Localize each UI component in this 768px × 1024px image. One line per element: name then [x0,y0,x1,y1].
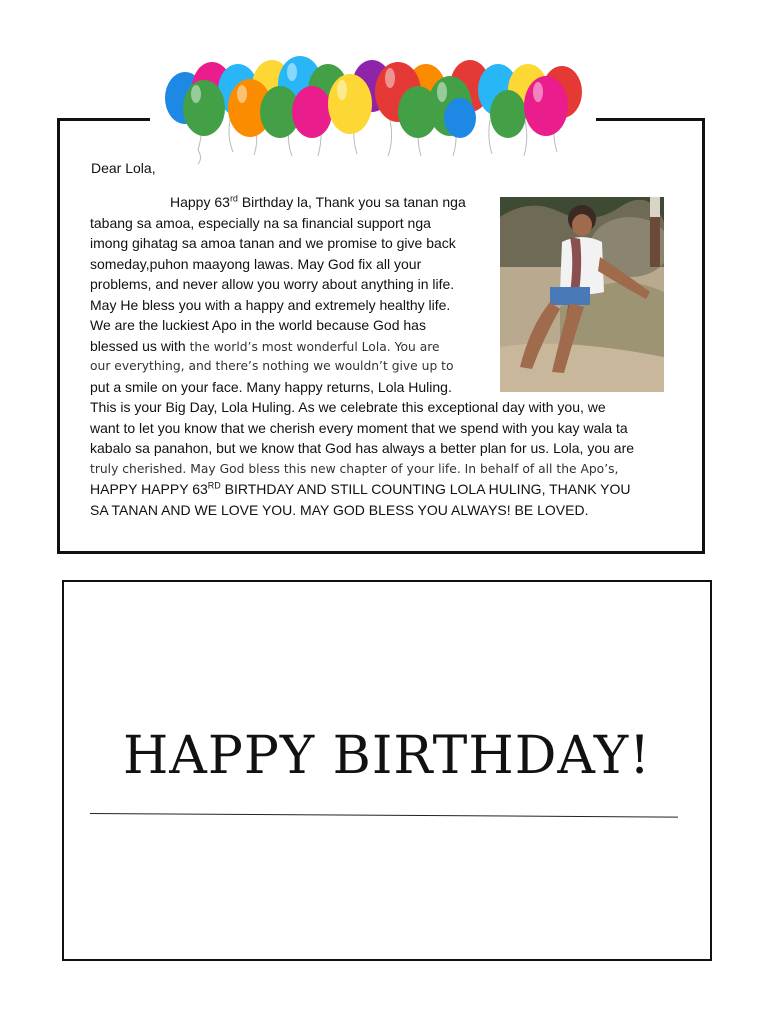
letter-line: problems, and never allow you worry about anything in life. [90,276,455,292]
letter-line [90,192,684,213]
text-segment: Birthday la, Thank you sa tanan nga [237,194,466,210]
letter-line: tabang sa amoa, especially na sa financial support nga [90,214,431,231]
letter-line: someday,puhon maayong lawas. May God fix all your [90,255,422,272]
letter-line: kabalo sa panahon, but we know that God has always a better plan for us. Lola, you are [90,440,635,456]
letter-line: We are the luckiest Apo in the world because God has [90,317,426,333]
letter-line: May He bless you with a happy and extremely healthy life. [90,296,451,313]
letter-line [90,336,684,357]
text-segment: blessed us with [90,337,190,354]
text-segment: HAPPY HAPPY 63 [90,481,208,497]
ordinal-suffix: RD [207,480,221,491]
card-title: HAPPY BIRTHDAY! [122,726,652,786]
text-segment: the world’s most wonderful Lola. You are [189,339,440,354]
letter-line: This is your Big Day, Lola Huling. As we celebrate this exceptional day with you, we [90,399,606,415]
letter-line: our everything, and there’s nothing we wouldn’t give up to [90,359,454,373]
text-segment: BIRTHDAY AND STILL COUNTING LOLA HULING, THANK YOU [220,481,631,497]
letter-body [90,192,684,520]
letter-line [90,479,684,500]
salutation: Dear Lola, [91,160,156,176]
letter-line: truly cherished. May God bless this new chapter of your life. In behalf of all the Apo’s, [90,461,619,476]
letter-line: imong gihatag sa amoa tanan and we promise to give back [90,235,456,251]
ordinal-suffix: rd [229,193,238,204]
balloons-decoration [160,50,590,165]
letter-line: want to let you know that we cherish every moment that we spend with you kay wala ta [90,419,628,436]
letter-line: SA TANAN AND WE LOVE YOU. MAY GOD BLESS YOU ALWAYS! BE LOVED. [90,501,589,518]
letter-line: put a smile on your face. Many happy returns, Lola Huling. [90,378,452,395]
text-segment: Happy 63 [170,194,230,210]
